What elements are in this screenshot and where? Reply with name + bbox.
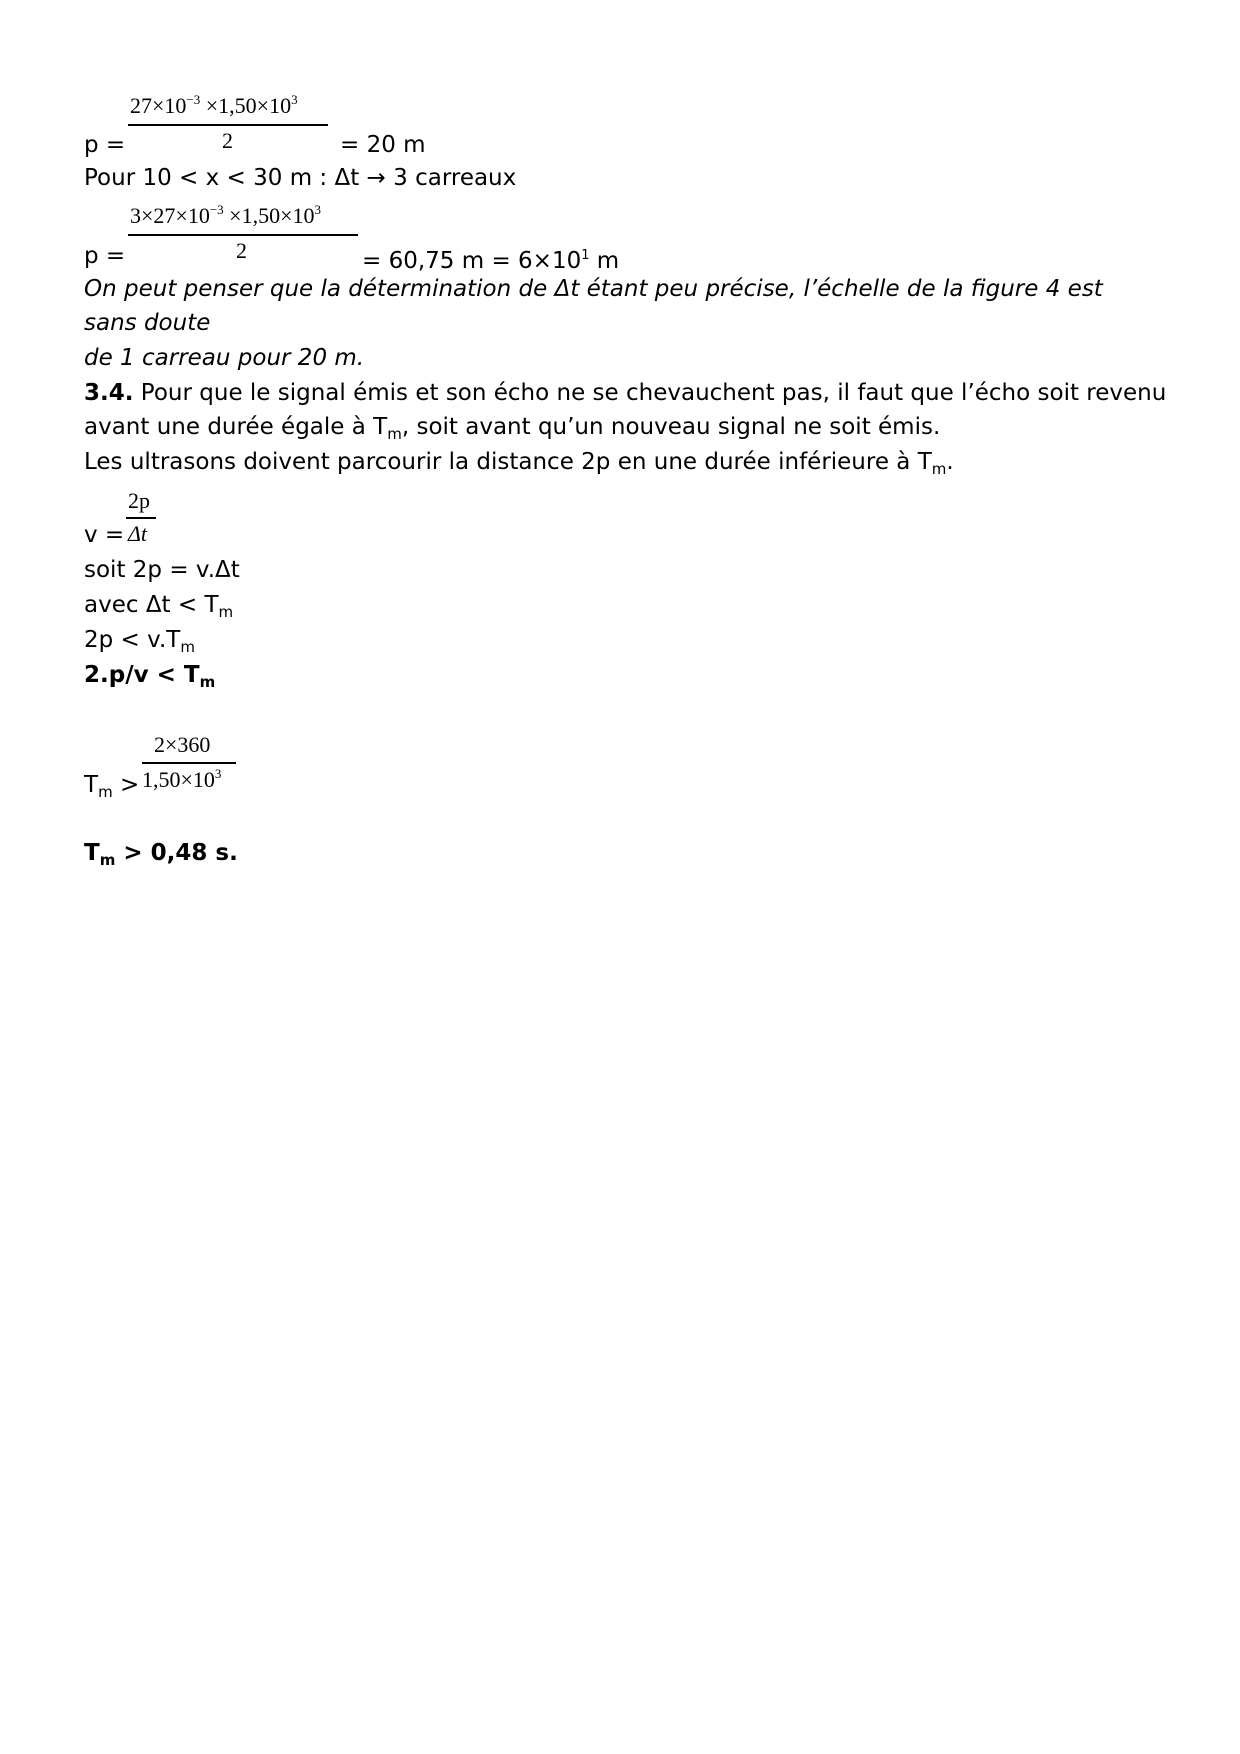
eq2-denominator: 2 — [236, 238, 247, 263]
section-3-4-line-1: 3.4. Pour que le signal émis et son écho ne se chevauchent pas, il faut que l’écho soit revenu — [84, 380, 1167, 406]
eq-v-fraction-bar — [126, 517, 156, 519]
eq-v-numerator: 2p — [128, 488, 150, 513]
italic-note-line-3: de 1 carreau pour 20 m. — [84, 345, 365, 371]
eq1-numerator: $27\times 10^{-3} \times 1,50\times 10^3$ — [130, 92, 298, 118]
derivation-line-2: avec $\Delta t < T_m$ — [84, 592, 234, 621]
section-number: 3.4. — [84, 380, 134, 406]
derivation-line-1: soit 2p = v.Δt — [84, 557, 240, 583]
eq1-rhs: = 20 m — [340, 132, 426, 158]
eq2-lhs: p = — [84, 243, 126, 269]
eq-v-lhs: v = — [84, 522, 125, 548]
pour-line: Pour 10 < x < 30 m : Δt → 3 carreaux — [84, 165, 517, 191]
eq-tm-denominator: $1,50\times 10^3$ — [142, 766, 222, 792]
eq2-fraction-bar — [128, 234, 358, 236]
eq2-numerator: $3\times 27\times 10^{-3} \times 1,50\times 10^3$ — [130, 202, 321, 228]
eq-v-denominator: Δt — [128, 521, 148, 546]
derivation-line-4: $2.p/v < T_m$ — [84, 662, 216, 691]
eq1-fraction-bar — [128, 124, 328, 126]
eq2-rhs: = 60,75 $m = 6\times 10^1$ m — [362, 248, 620, 274]
eq-tm-numerator: 2×360 — [154, 732, 211, 757]
section-3-4-line-3: Les ultrasons doivent parcourir la distance 2p en une durée inférieure à $T_m$. — [84, 449, 954, 478]
eq1-denominator: 2 — [222, 128, 233, 153]
italic-note-line-1: On peut penser que la détermination de Δt étant peu précise, l’échelle de la figure 4 est — [84, 276, 1103, 302]
eq-tm-fraction-bar — [142, 762, 236, 764]
result-line: $T_m > 0,48$ s. — [84, 840, 238, 869]
derivation-line-3: $2p < v.T_m$ — [84, 627, 195, 656]
eq1-lhs: p = — [84, 132, 126, 158]
eq-tm-lhs: $T_m$ > — [84, 772, 140, 801]
section-3-4-line-2: avant une durée égale à $T_m$, soit avant qu’un nouveau signal ne soit émis. — [84, 414, 941, 443]
italic-note-line-2: sans doute — [84, 310, 211, 336]
